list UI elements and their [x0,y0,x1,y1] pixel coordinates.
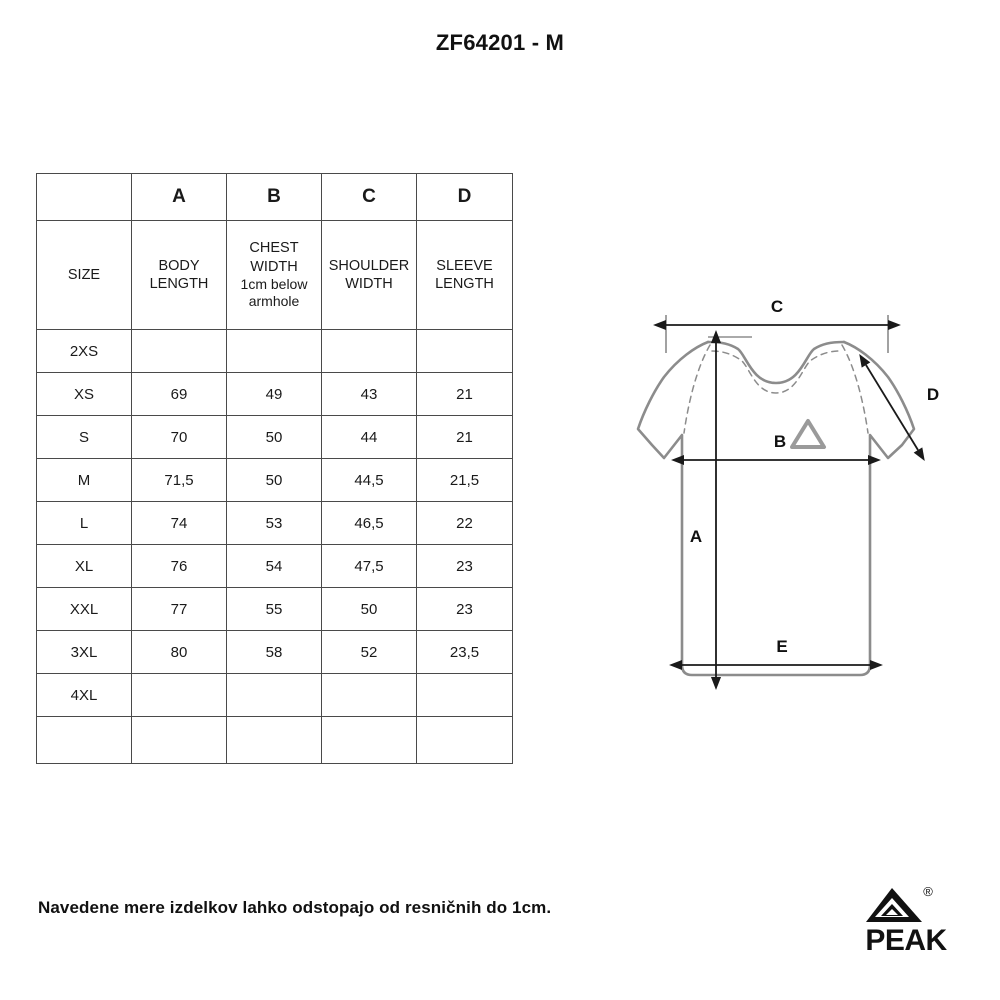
cell-sleeve-length: 23,5 [417,631,513,674]
cell-size: L [37,502,132,545]
armhole-seam-dashed-left [684,345,710,433]
header-line: SHOULDER [328,257,410,274]
page-title: ZF64201 - M [435,30,565,55]
table-header-row [37,221,513,330]
header-line: CHEST [249,240,299,257]
header-cell-body-length [132,221,227,330]
cell-size: XXL [37,588,132,631]
cell-chest-width [227,717,322,764]
table-row [37,459,513,502]
cell-chest-width [227,330,322,373]
table-row [37,545,513,588]
cell-chest-width: 49 [227,373,322,416]
cell-chest-width: 55 [227,588,322,631]
cell-chest-width: 54 [227,545,322,588]
header-cell-sleeve-length [417,221,513,330]
cell-size [37,717,132,764]
cell-chest-width: 50 [227,459,322,502]
cell-shoulder-width: 50 [322,588,417,631]
header-line: SLEEVE [436,257,493,274]
cell-shoulder-width: 44 [322,416,417,459]
header-line: SIZE [67,266,101,283]
cell-sleeve-length [417,717,513,764]
registered-trademark-symbol: ® [923,884,933,899]
cell-sleeve-length: 23 [417,588,513,631]
letter-cell-a: A [132,174,227,221]
measurement-label-a: A [689,527,703,546]
tshirt-outline [638,342,914,675]
table-row [37,502,513,545]
cell-body-length: 71,5 [132,459,227,502]
cell-body-length [132,330,227,373]
letter-cell-d: D [417,174,513,221]
size-table-container [36,173,512,764]
cell-sleeve-length: 21 [417,373,513,416]
measurement-label-d: D [926,385,940,404]
measurement-arrow-e [682,637,870,665]
cell-size: M [37,459,132,502]
cell-body-length: 80 [132,631,227,674]
cell-body-length: 77 [132,588,227,631]
header-line: LENGTH [435,276,494,292]
header-line: LENGTH [149,276,209,292]
cell-size: 2XS [37,330,132,373]
tshirt-measurement-diagram [630,295,960,715]
table-row [37,416,513,459]
header-line: WIDTH [345,276,393,292]
header-line: WIDTH [250,258,298,275]
table-row [37,631,513,674]
cell-sleeve-length [417,330,513,373]
header-cell-size [37,221,132,330]
cell-shoulder-width: 43 [322,373,417,416]
cell-shoulder-width: 46,5 [322,502,417,545]
neckline-stitch-dashed [712,351,840,393]
letter-cell-b: B [227,174,322,221]
measurement-arrow-d [866,365,939,450]
measurement-arrow-b [684,432,868,460]
table-row [37,717,513,764]
cell-shoulder-width: 44,5 [322,459,417,502]
header-cell-shoulder-width [322,221,417,330]
letter-cell-c: C [322,174,417,221]
cell-size: S [37,416,132,459]
cell-size: XS [37,373,132,416]
cell-chest-width: 50 [227,416,322,459]
measurement-label-e: E [776,637,788,656]
cell-sleeve-length [417,674,513,717]
cell-size: 3XL [37,631,132,674]
cell-sleeve-length: 21 [417,416,513,459]
cell-chest-width [227,674,322,717]
header-line: BODY [158,257,200,274]
peak-brand-logo [862,884,954,956]
table-letter-row [37,174,513,221]
cell-shoulder-width: 52 [322,631,417,674]
cell-sleeve-length: 22 [417,502,513,545]
cell-size: XL [37,545,132,588]
cell-shoulder-width [322,717,417,764]
cell-size: 4XL [37,674,132,717]
neckline-outline [708,342,844,383]
armhole-seam-dashed-right [842,345,868,433]
cell-body-length [132,674,227,717]
measurement-arrow-c [666,297,888,325]
cell-chest-width: 58 [227,631,322,674]
cell-shoulder-width: 47,5 [322,545,417,588]
cell-body-length: 69 [132,373,227,416]
cell-chest-width: 53 [227,502,322,545]
disclaimer-note: Navedene mere izdelkov lahko odstopajo od resničnih do 1cm. [38,898,552,917]
size-table [36,173,513,764]
measurement-arrow-a [690,343,716,677]
cell-body-length: 70 [132,416,227,459]
table-row [37,373,513,416]
peak-wordmark: PEAK [865,924,947,956]
measurement-label-b: B [773,432,787,451]
cell-body-length: 74 [132,502,227,545]
table-row [37,330,513,373]
cell-shoulder-width [322,674,417,717]
table-row [37,674,513,717]
chest-logo-triangle-icon [792,421,824,447]
table-row [37,588,513,631]
header-line: armhole [248,293,300,310]
cell-body-length: 76 [132,545,227,588]
cell-sleeve-length: 21,5 [417,459,513,502]
measurement-label-c: C [770,297,784,316]
header-line: 1cm below [240,275,308,292]
header-cell-chest-width [227,221,322,330]
letter-cell-blank [37,174,132,221]
cell-body-length [132,717,227,764]
cell-sleeve-length: 23 [417,545,513,588]
cell-shoulder-width [322,330,417,373]
